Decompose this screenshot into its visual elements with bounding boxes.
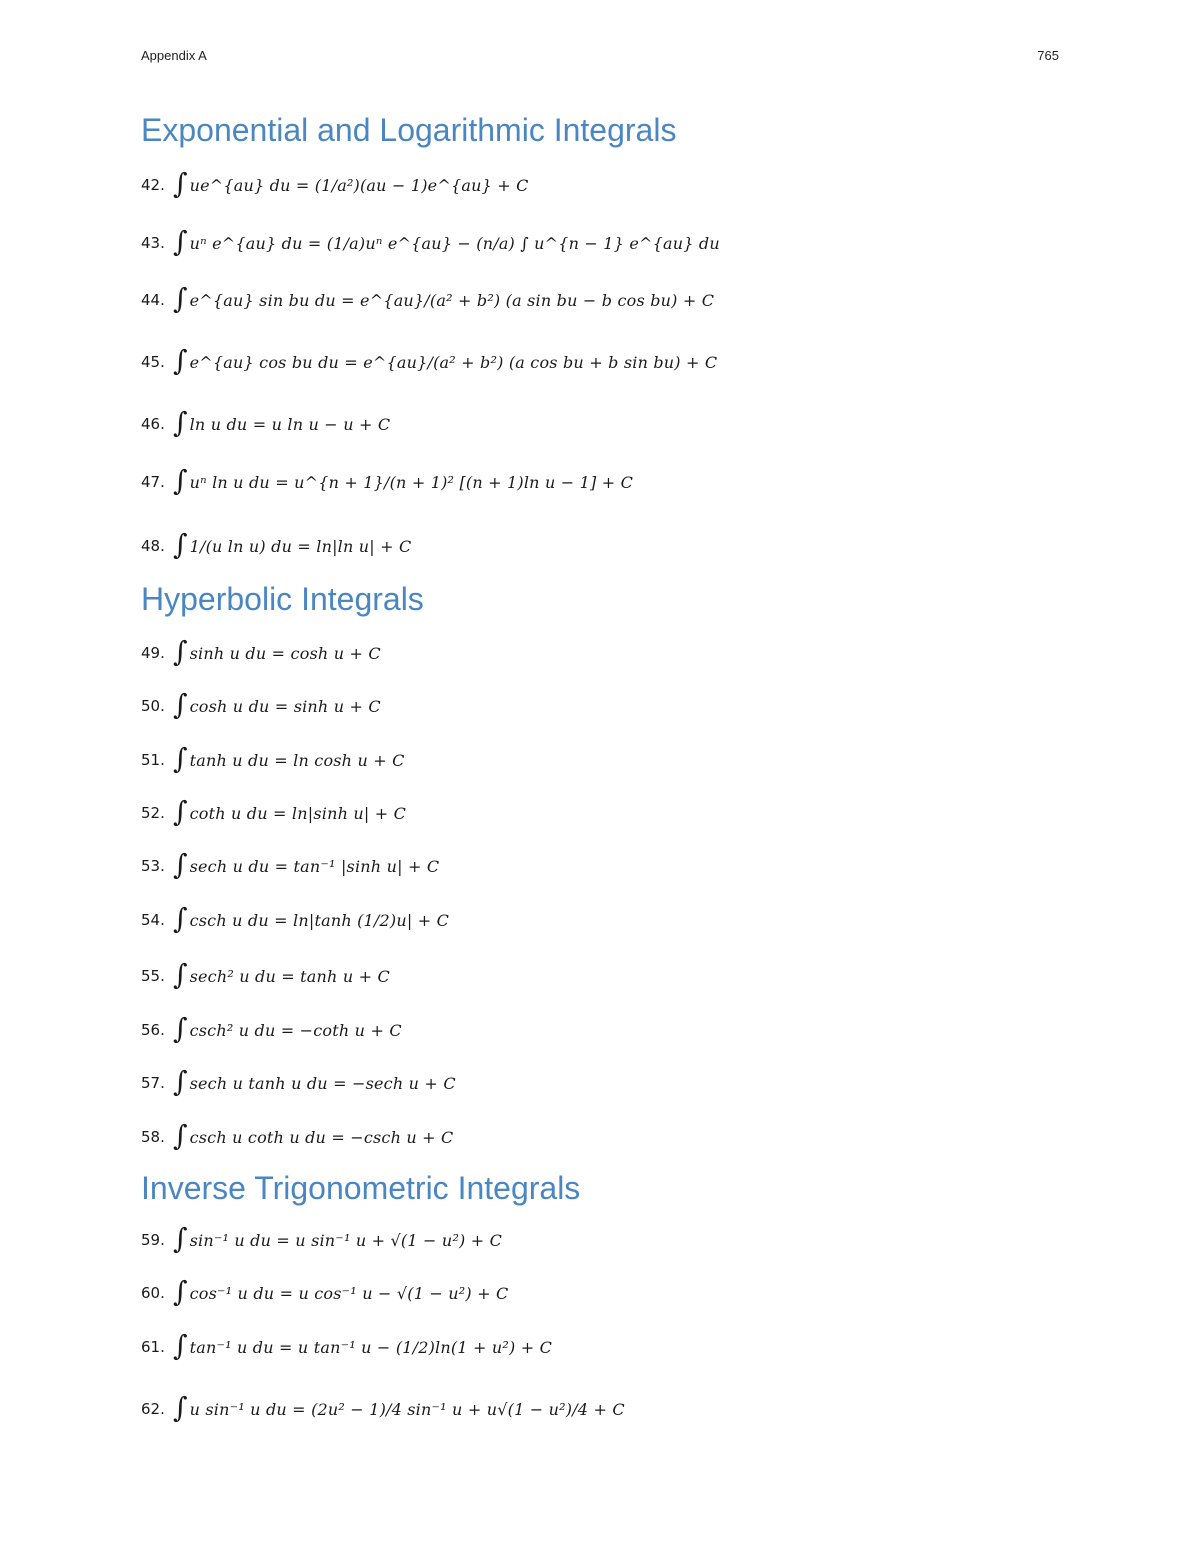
formula-59 (141, 1222, 503, 1255)
formula-number: 49. (141, 644, 165, 662)
formula-expression: cos⁻¹ u du = u cos⁻¹ u − √(1 − u²) + C (189, 1283, 509, 1303)
formula-expression: coth u du = ln|sinh u| + C (189, 803, 407, 823)
formula-number: 55. (141, 967, 165, 985)
formula-number: 47. (141, 473, 165, 491)
formula-53 (141, 848, 440, 881)
formula-expression: csch u du = ln|tanh (1/2)u| + C (189, 910, 450, 930)
formula-52 (141, 795, 407, 828)
formula-number: 46. (141, 415, 165, 433)
formula-expression: e^{au} sin bu du = e^{au}/(a² + b²) (a sin bu − b cos bu) + C (189, 290, 715, 310)
formula-47 (141, 464, 634, 497)
formula-number: 62. (141, 1400, 165, 1418)
integral-sign-icon: ∫ (173, 1391, 188, 1424)
formula-expression: sinh u du = cosh u + C (189, 643, 381, 663)
formula-number: 57. (141, 1074, 165, 1092)
integral-sign-icon: ∫ (173, 464, 188, 497)
formula-51 (141, 742, 405, 775)
integral-sign-icon: ∫ (173, 225, 188, 258)
formula-expression: ln u du = u ln u − u + C (189, 414, 391, 434)
integral-sign-icon: ∫ (173, 635, 188, 668)
integral-sign-icon: ∫ (173, 1222, 188, 1255)
formula-number: 60. (141, 1284, 165, 1302)
formula-57 (141, 1065, 456, 1098)
section-title-inverse-trigonometric: Inverse Trigonometric Integrals (141, 1170, 581, 1206)
integral-sign-icon: ∫ (173, 406, 188, 439)
formula-60 (141, 1275, 509, 1308)
formula-expression: sech u tanh u du = −sech u + C (189, 1073, 456, 1093)
formula-48 (141, 528, 412, 561)
formula-49 (141, 635, 381, 668)
integral-sign-icon: ∫ (173, 1329, 188, 1362)
integral-sign-icon: ∫ (173, 688, 188, 721)
formula-expression: csch u coth u du = −csch u + C (189, 1127, 454, 1147)
formula-61 (141, 1329, 553, 1362)
formula-expression: uⁿ ln u du = u^{n + 1}/(n + 1)² [(n + 1)ln u − 1] + C (189, 472, 634, 492)
formula-54 (141, 902, 450, 935)
formula-56 (141, 1012, 402, 1045)
integral-sign-icon: ∫ (173, 282, 188, 315)
formula-number: 52. (141, 804, 165, 822)
integral-sign-icon: ∫ (173, 958, 188, 991)
formula-number: 53. (141, 857, 165, 875)
formula-expression: ue^{au} du = (1/a²)(au − 1)e^{au} + C (189, 175, 529, 195)
page-number: 765 (1037, 48, 1059, 63)
formula-expression: cosh u du = sinh u + C (189, 696, 381, 716)
formula-number: 56. (141, 1021, 165, 1039)
integral-sign-icon: ∫ (173, 1012, 188, 1045)
formula-expression: 1/(u ln u) du = ln|ln u| + C (189, 536, 412, 556)
integral-sign-icon: ∫ (173, 1275, 188, 1308)
formula-number: 59. (141, 1231, 165, 1249)
integral-sign-icon: ∫ (173, 742, 188, 775)
formula-expression: tanh u du = ln cosh u + C (189, 750, 405, 770)
integral-sign-icon: ∫ (173, 1065, 188, 1098)
formula-expression: u sin⁻¹ u du = (2u² − 1)/4 sin⁻¹ u + u√(1 − u²)/4 + C (189, 1399, 625, 1419)
formula-44 (141, 282, 715, 315)
formula-number: 43. (141, 234, 165, 252)
formula-expression: sin⁻¹ u du = u sin⁻¹ u + √(1 − u²) + C (189, 1230, 503, 1250)
running-header-left: Appendix A (141, 48, 207, 63)
formula-46 (141, 406, 391, 439)
section-title-exponential-logarithmic: Exponential and Logarithmic Integrals (141, 112, 677, 148)
formula-number: 54. (141, 911, 165, 929)
formula-number: 61. (141, 1338, 165, 1356)
formula-42 (141, 167, 529, 200)
integral-sign-icon: ∫ (173, 902, 188, 935)
formula-expression: sech u du = tan⁻¹ |sinh u| + C (189, 856, 440, 876)
formula-expression: uⁿ e^{au} du = (1/a)uⁿ e^{au} − (n/a) ∫ u^{n − 1} e^{au} du (189, 233, 720, 253)
integral-sign-icon: ∫ (173, 1119, 188, 1152)
formula-55 (141, 958, 390, 991)
formula-number: 44. (141, 291, 165, 309)
formula-expression: e^{au} cos bu du = e^{au}/(a² + b²) (a cos bu + b sin bu) + C (189, 352, 718, 372)
formula-number: 48. (141, 537, 165, 555)
formula-number: 45. (141, 353, 165, 371)
formula-50 (141, 688, 381, 721)
formula-expression: tan⁻¹ u du = u tan⁻¹ u − (1/2)ln(1 + u²) + C (189, 1337, 553, 1357)
formula-expression: csch² u du = −coth u + C (189, 1020, 402, 1040)
integral-sign-icon: ∫ (173, 167, 188, 200)
formula-number: 58. (141, 1128, 165, 1146)
integral-sign-icon: ∫ (173, 848, 188, 881)
formula-58 (141, 1119, 454, 1152)
formula-expression: sech² u du = tanh u + C (189, 966, 390, 986)
formula-62 (141, 1391, 625, 1424)
formula-number: 50. (141, 697, 165, 715)
formula-number: 51. (141, 751, 165, 769)
integral-sign-icon: ∫ (173, 528, 188, 561)
formula-43 (141, 225, 720, 258)
formula-45 (141, 344, 718, 377)
integral-sign-icon: ∫ (173, 344, 188, 377)
section-title-hyperbolic: Hyperbolic Integrals (141, 581, 424, 617)
integral-sign-icon: ∫ (173, 795, 188, 828)
formula-number: 42. (141, 176, 165, 194)
